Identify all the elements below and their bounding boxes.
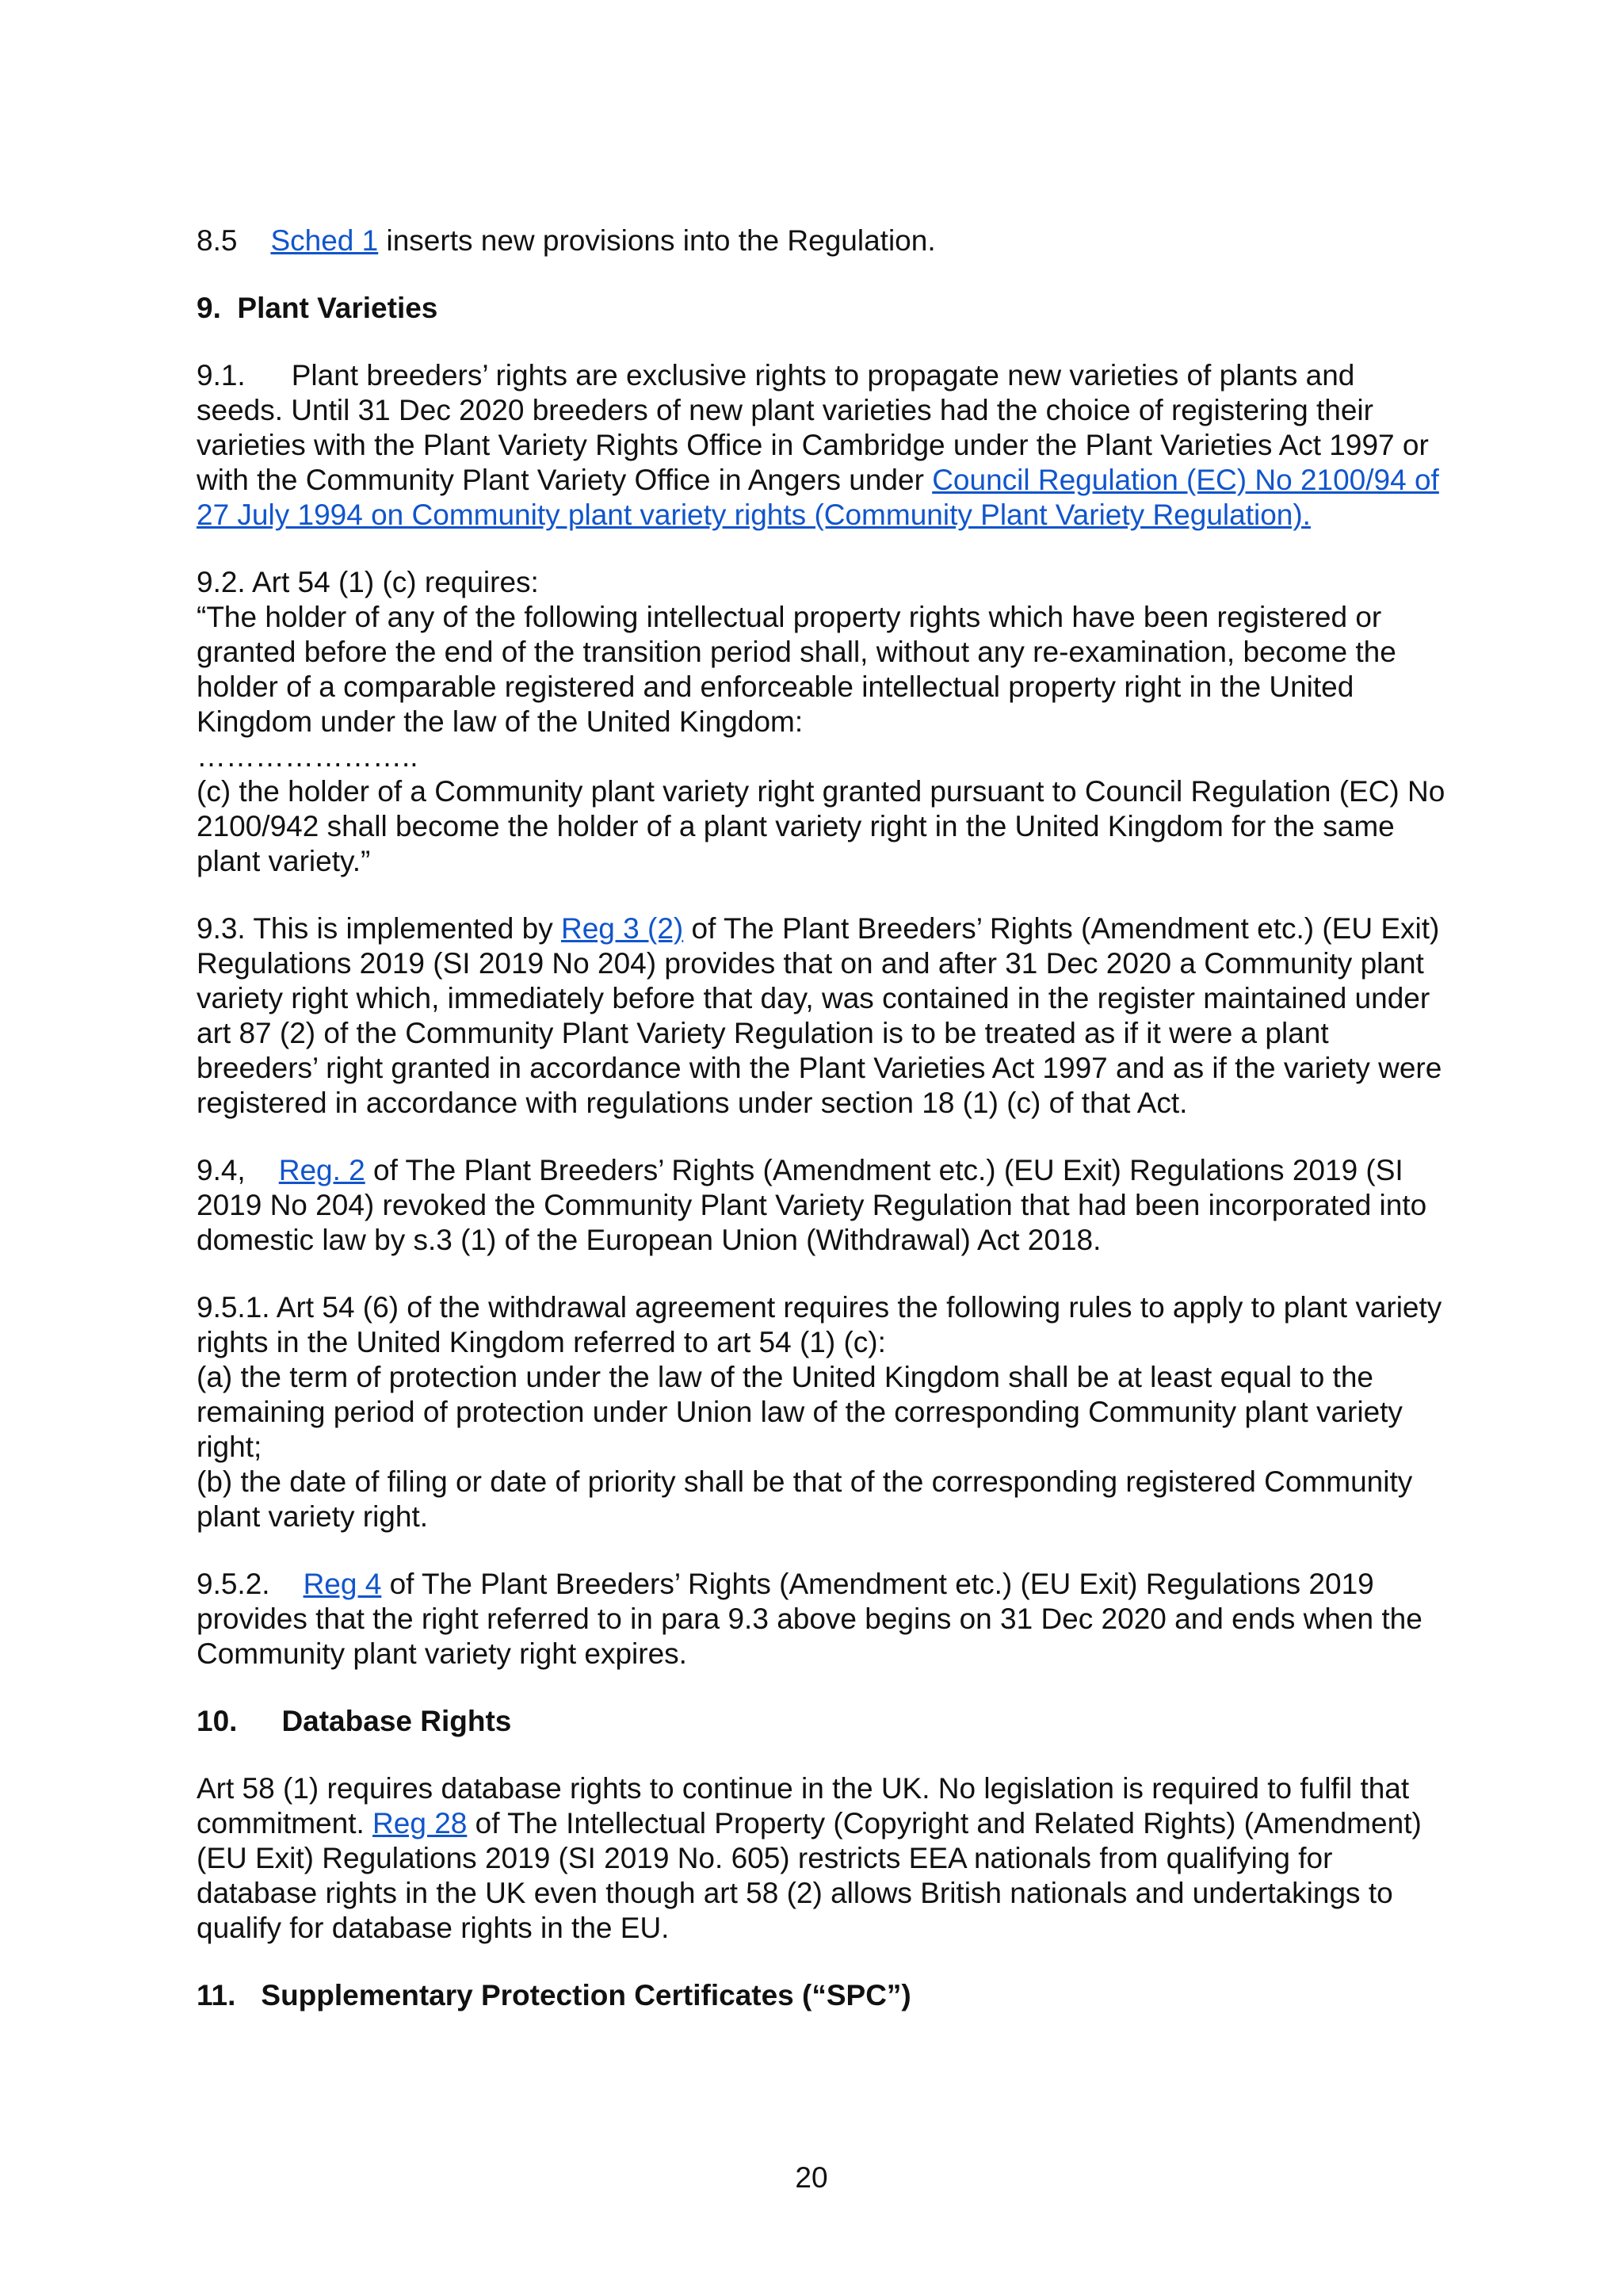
paragraph-8-5 bbox=[197, 223, 1449, 258]
heading-number: 11. bbox=[197, 1979, 236, 2011]
paragraph-9-4 bbox=[197, 1153, 1449, 1258]
paragraph-lead: 9.5.1. Art 54 (6) of the withdrawal agreement requires the following rules to apply to plant variety rights in the United Kingdom referred to art 54 (1) (c): bbox=[197, 1291, 1442, 1358]
paragraph-text: inserts new provisions into the Regulation. bbox=[378, 224, 936, 257]
paragraph-lead: 9.2. Art 54 (1) (c) requires: bbox=[197, 566, 539, 598]
sched-1-link[interactable]: Sched 1 bbox=[270, 224, 379, 257]
heading-title: Plant Varieties bbox=[237, 292, 438, 324]
rule-a: (a) the term of protection under the law of the United Kingdom shall be at least equal to the remaining period of protection under Union law of the corresponding Community plant variety right; bbox=[197, 1361, 1403, 1463]
rule-b: (b) the date of filing or date of priority shall be that of the corresponding registered Community plant variety right. bbox=[197, 1465, 1413, 1533]
heading-number: 9. bbox=[197, 292, 221, 324]
reg-2-link[interactable]: Reg. 2 bbox=[278, 1154, 365, 1186]
heading-number: 10. bbox=[197, 1705, 238, 1737]
paragraph-text: of The Intellectual Property (Copyright and Related Rights) (Amendment) (EU Exit) Regulations 2019 (SI 2019 No. 605) restricts EEA nationals from qualifying for database rights in the UK even though art 58 (2) allows British nationals and undertakings to qualify for database rights in the EU. bbox=[197, 1807, 1422, 1944]
reg-4-link[interactable]: Reg 4 bbox=[303, 1568, 382, 1600]
paragraph-text: of The Plant Breeders’ Rights (Amendment etc.) (EU Exit) Regulations 2019 provides that the right referred to in para 9.3 above begins on 31 Dec 2020 and ends when the Community plant variety right expires. bbox=[197, 1568, 1423, 1670]
paragraph-lead: 9.3. This is implemented by bbox=[197, 912, 561, 945]
council-regulation-link[interactable]: Council Regulation (EC) No 2100/94 of 27 July 1994 on Community plant variety rights (Community Plant Variety Regulation). bbox=[197, 464, 1439, 531]
paragraph-10 bbox=[197, 1771, 1449, 1946]
paragraph-number: 9.4, bbox=[197, 1154, 246, 1186]
heading-11 bbox=[197, 1978, 1449, 2013]
quote-text: “The holder of any of the following intellectual property rights which have been registered or granted before the end of the transition period shall, without any re-examination, become the holder of a comparable registered and enforceable intellectual property right in the United Kingdom under the law of the United Kingdom: bbox=[197, 601, 1396, 738]
paragraph-number: 8.5 bbox=[197, 224, 238, 257]
reg-3-2-link[interactable]: Reg 3 (2) bbox=[560, 912, 684, 945]
ellipsis-dots: ………………….. bbox=[197, 740, 418, 773]
paragraph-lead: Art 58 (1) requires database rights to continue in the UK. No legislation is required to fulfil that commitment. bbox=[197, 1772, 1410, 1839]
heading-9 bbox=[197, 291, 1449, 326]
heading-title: Supplementary Protection Certificates (“SPC”) bbox=[261, 1979, 911, 2011]
paragraph-9-2 bbox=[197, 565, 1449, 879]
paragraph-9-3 bbox=[197, 911, 1449, 1121]
reg-28-link[interactable]: Reg 28 bbox=[372, 1807, 468, 1839]
heading-10 bbox=[197, 1704, 1449, 1739]
page-number: 20 bbox=[795, 2161, 828, 2194]
paragraph-text: of The Plant Breeders’ Rights (Amendment etc.) (EU Exit) Regulations 2019 (SI 2019 No 204) provides that on and after 31 Dec 2020 a Community plant variety right which, immediately before that day, was contained in the register maintained under art 87 (2) of the Community Plant Variety Regulation is to be treated as if it were a plant breeders’ right granted in accordance with the Plant Varieties Act 1997 and as if the variety were registered in accordance with regulations under section 18 (1) (c) of that Act. bbox=[197, 912, 1442, 1119]
paragraph-9-5-1 bbox=[197, 1290, 1449, 1534]
paragraph-9-5-2 bbox=[197, 1567, 1449, 1671]
heading-title: Database Rights bbox=[281, 1705, 512, 1737]
paragraph-text: of The Plant Breeders’ Rights (Amendment etc.) (EU Exit) Regulations 2019 (SI 2019 No 204) revoked the Community Plant Variety Regulation that had been incorporated into domestic law by s.3 (1) of the European Union (Withdrawal) Act 2018. bbox=[197, 1154, 1427, 1256]
paragraph-number: 9.1. bbox=[197, 359, 246, 392]
paragraph-text: Plant breeders’ rights are exclusive rights to propagate new varieties of plants and seeds. Until 31 Dec 2020 breeders of new plant varieties had the choice of registering their varieties with the Plant Variety Rights Office in Cambridge under the Plant Varieties Act 1997 or with the Community Plant Variety Office in Angers under bbox=[197, 359, 1429, 496]
document-page bbox=[197, 223, 1449, 2046]
paragraph-9-1 bbox=[197, 358, 1449, 533]
quote-text: (c) the holder of a Community plant variety right granted pursuant to Council Regulation (EC) No 2100/942 shall become the holder of a plant variety right in the United Kingdom for the same plant variety.” bbox=[197, 775, 1445, 877]
paragraph-number: 9.5.2. bbox=[197, 1568, 270, 1600]
